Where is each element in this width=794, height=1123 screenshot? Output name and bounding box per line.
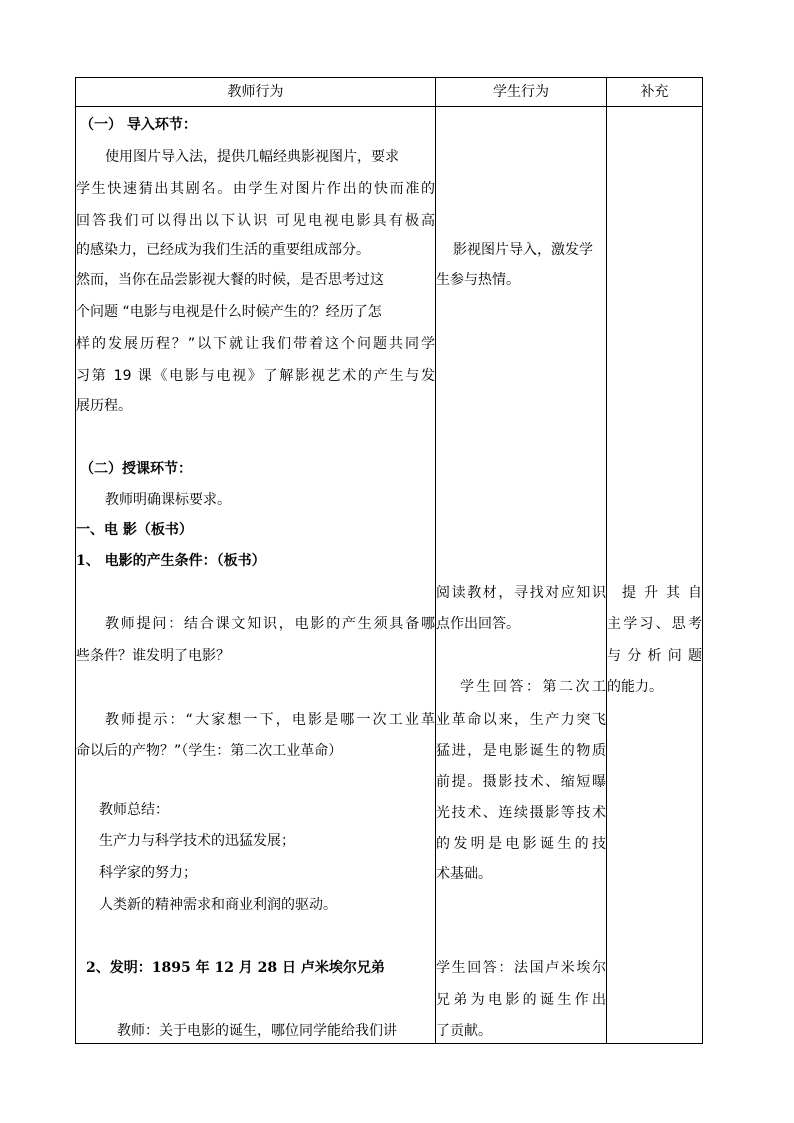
intro-line: 的感染力，已经成为我们生活的重要组成部分。: [76, 242, 370, 258]
summary-item: 人类新的精神需求和商业利润的驱动。: [99, 897, 337, 913]
summary-item: 科学家的努力；: [99, 865, 197, 881]
intro-line: 样的发展历程？”以下就让我们带着这个问题共同学: [76, 336, 435, 352]
student-answer-line: 的发明是电影诞生的技: [436, 836, 606, 852]
teacher-summary-title: 教师总结：: [99, 802, 169, 818]
student-note: 影视图片导入，激发学: [453, 242, 593, 258]
teacher-question-line: 些条件？谁发明了电影？: [76, 648, 230, 664]
teacher-question-line: 教师提问：结合课文知识，电影的产生须具备哪: [105, 616, 435, 632]
supplement-line: 提 升 其 自: [622, 585, 702, 601]
summary-item: 生产力与科学技术的迅猛发展；: [99, 833, 295, 849]
student-answer-line: 光技术、连续摄影等技术: [436, 805, 606, 821]
teacher-hint-line: 命以后的产物？”（学生：第二次工业革命）: [76, 743, 343, 759]
table-bottom-border: [75, 1043, 703, 1044]
heading-film: 一、电 影（板书）: [76, 522, 193, 538]
heading-film-conditions: 1、 电影的产生条件：（板书）: [76, 553, 266, 569]
curriculum-requirement: 教师明确课标要求。: [105, 492, 231, 508]
intro-line: 个问题 “电影与电视是什么时候产生的？经历了怎: [76, 304, 382, 320]
student-answer-line: 学生回答：法国卢米埃尔: [436, 960, 606, 976]
intro-line: 学生快速猜出其剧名。由学生对图片作出的快而准的: [76, 181, 435, 197]
student-note: 点作出回答。: [436, 616, 520, 632]
student-note: 生参与热情。: [436, 272, 520, 288]
supplement-line: 主学习、思考: [607, 616, 702, 632]
intro-line: 回答我们可以得出以下认识 可见电视电影具有极高: [76, 213, 435, 229]
intro-line: 习第 19 课《电影与电视》了解影视艺术的产生与发: [76, 368, 435, 384]
table-right-border: [702, 77, 703, 1044]
intro-line: 展历程。: [76, 398, 132, 414]
supplement-line: 的能力。: [607, 679, 663, 695]
section-intro-title: （一） 导入环节：: [80, 117, 197, 133]
student-note: 阅读教材，寻找对应知识: [436, 585, 606, 601]
teacher-last-line: 教师：关于电影的诞生，哪位同学能给我们讲: [117, 1023, 397, 1039]
teacher-hint-line: 教师提示：“大家想一下，电影是哪一次工业革: [105, 712, 435, 728]
header-teacher-behavior: 教师行为: [227, 84, 284, 100]
student-answer-line: 猛进，是电影诞生的物质: [436, 743, 606, 759]
student-answer-line: 术基础。: [436, 866, 492, 882]
student-answer-line: 学生回答：第二次工: [460, 679, 606, 695]
header-student-behavior: 学生行为: [493, 84, 549, 100]
student-answer-line: 了贡献。: [436, 1023, 492, 1039]
column-divider-2: [606, 77, 607, 1044]
student-answer-line: 兄弟为电影的诞生作出: [436, 992, 606, 1008]
column-divider-1: [435, 77, 436, 1044]
section-teaching-title: （二）授课环节：: [80, 461, 192, 477]
heading-invention: 2、发明：1895 年 12 月 28 日 卢米埃尔兄弟: [86, 960, 385, 976]
student-answer-line: 业革命以来，生产力突飞: [436, 712, 606, 728]
intro-line: 使用图片导入法，提供几幅经典影视图片，要求: [105, 149, 399, 165]
header-bottom-border: [75, 106, 703, 107]
student-answer-line: 前提。摄影技术、缩短曝: [436, 774, 606, 790]
header-supplement: 补充: [640, 84, 669, 100]
intro-line: 然而，当你在品尝影视大餐的时候，是否思考过这: [76, 272, 384, 288]
supplement-line: 与 分 析 问 题: [607, 648, 702, 664]
